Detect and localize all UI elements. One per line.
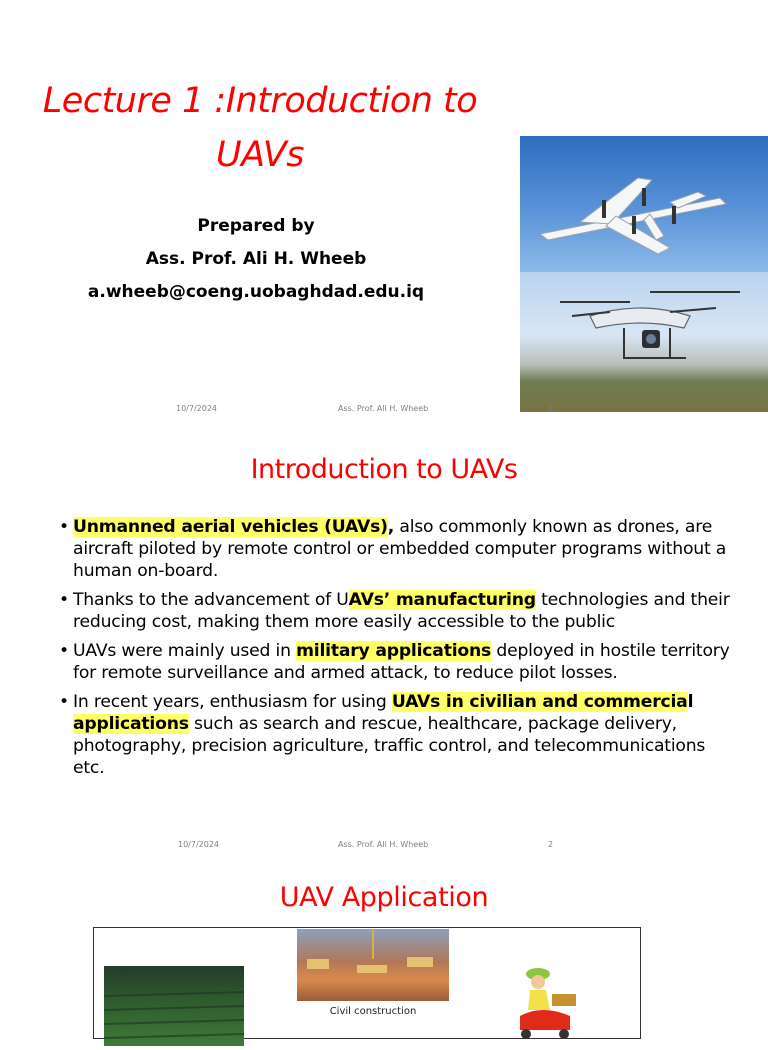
fixed-wing-drone-icon xyxy=(520,136,768,272)
bullet-text: UAVs were mainly used in xyxy=(73,641,297,661)
title-line-1: Lecture 1 :Introduction to xyxy=(42,81,478,121)
slide-1 xyxy=(0,0,768,432)
footer-page-number: 2 xyxy=(548,840,554,849)
slide-title: Introduction to UAVs xyxy=(250,454,518,485)
slide-title: UAV Application xyxy=(279,882,489,913)
applications-figure xyxy=(93,927,641,1039)
footer-author: Ass. Prof. Ali H. Wheeb xyxy=(338,840,429,849)
author-name: Ass. Prof. Ali H. Wheeb xyxy=(145,249,367,269)
bullet-text: also commonly known as drones, are aircraft piloted by remote control or embedded computer programs without a human on-board. xyxy=(73,517,727,581)
figure-caption: Civil construction xyxy=(329,1006,417,1017)
author-email: a.wheeb@coeng.uobaghdad.edu.iq xyxy=(87,282,425,302)
footer-date: 10/7/2024 xyxy=(178,840,220,849)
footer-date: 10/7/2024 xyxy=(176,404,218,413)
highlighted-term: Unmanned aerial vehicles (UAVs) xyxy=(73,517,388,537)
crop-rows-icon xyxy=(104,966,244,1046)
highlighted-term-tail: l xyxy=(687,692,694,712)
slide-3 xyxy=(0,860,768,1024)
bullet-punctuation: , xyxy=(387,517,395,537)
author-block xyxy=(0,210,512,309)
list-item xyxy=(60,691,730,779)
slide-2 xyxy=(0,432,768,860)
list-item xyxy=(60,516,730,582)
slide-title xyxy=(0,74,520,182)
list-item xyxy=(60,640,730,684)
highlighted-term: UAVs in civilian and commercia xyxy=(391,692,688,712)
quadcopter-drone-icon xyxy=(520,272,768,412)
quadcopter-uav-photo xyxy=(520,272,768,412)
highlighted-term: applications xyxy=(73,714,189,734)
agriculture-field-image xyxy=(104,966,244,1046)
highlighted-term: military applications xyxy=(296,641,492,661)
prepared-by-label: Prepared by xyxy=(197,216,315,236)
delivery-scooter-icon xyxy=(512,960,582,1040)
footer-page-number: 1 xyxy=(548,404,554,413)
bullet-text: Thanks to the advancement of U xyxy=(73,590,349,610)
delivery-scooter-image xyxy=(512,960,582,1040)
civil-construction-image xyxy=(297,929,449,1001)
list-item xyxy=(60,589,730,633)
bullet-list xyxy=(60,516,730,786)
fixed-wing-uav-photo xyxy=(520,136,768,272)
construction-site-icon xyxy=(297,929,449,1001)
bullet-text: such as search and rescue, healthcare, package delivery, photography, precision agriculture, traffic control, and telecommunications etc. xyxy=(73,714,706,778)
bullet-text: In recent years, enthusiasm for using xyxy=(73,692,392,712)
title-line-2: UAVs xyxy=(216,135,304,175)
bullet-text: technologies and their reducing cost, making them more easily accessible to the public xyxy=(73,590,730,632)
highlighted-term: AVs’ manufacturing xyxy=(348,590,536,610)
bullet-text: deployed in hostile territory for remote surveillance and armed attack, to reduce pilot losses. xyxy=(73,641,730,683)
footer-author: Ass. Prof. Ali H. Wheeb xyxy=(338,404,429,413)
